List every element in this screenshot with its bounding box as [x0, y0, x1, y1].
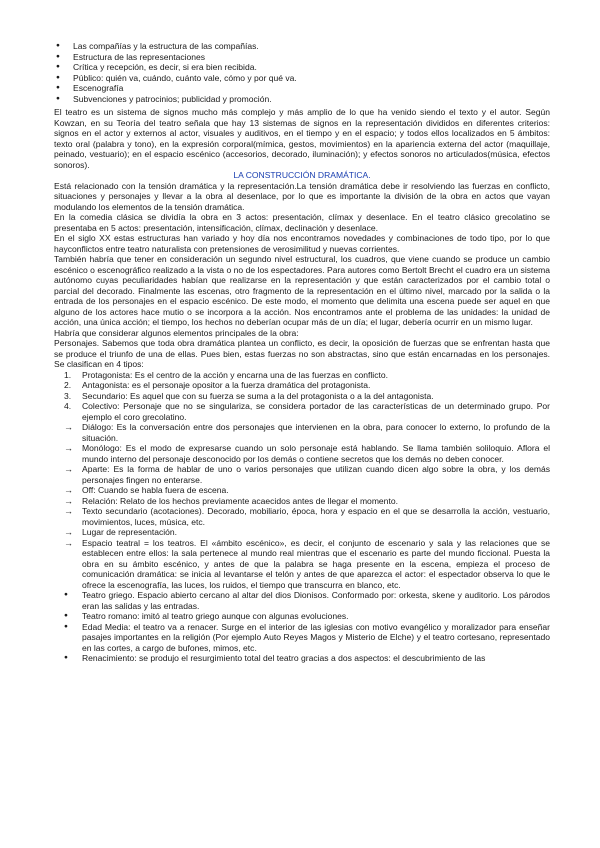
- list-item: ● Teatro griego. Espacio abierto cercano al altar del dios Dionisos. Conformado por: orkesta, skene y auditorio. Los párodos eran las salidas y las entradas.: [56, 590, 550, 611]
- dramatic-elements-list: [54, 422, 550, 590]
- theatre-history-list: [56, 590, 550, 664]
- section-title: LA CONSTRUCCIÓN DRAMÁTICA.: [233, 170, 371, 180]
- list-item: ● Crítica y recepción, es decir, si era bien recibida.: [56, 62, 550, 73]
- arrow-icon: →: [64, 422, 73, 432]
- arrow-icon: →: [64, 443, 73, 453]
- list-number: 2.: [64, 380, 72, 390]
- list-item: ● Estructura de las representaciones: [56, 52, 550, 63]
- list-item-text: Aparte: Es la forma de hablar de uno o varios personajes que utilizan cuando dicen algo sobre la obra, y los demás personajes fingen no enterarse.: [82, 464, 550, 485]
- list-item: ● Teatro romano: imitó al teatro griego aunque con algunas evoluciones.: [56, 611, 550, 622]
- arrow-icon: →: [64, 464, 73, 474]
- list-item-text: Texto secundario (acotaciones). Decorado, mobiliario, época, hora y espacio en el que se desarrolla la acción, vestuario, movimientos, luces, música, etc.: [82, 506, 550, 527]
- arrow-icon: →: [64, 527, 73, 537]
- arrow-icon: →: [64, 485, 73, 495]
- list-item: ● Escenografía: [56, 83, 550, 94]
- list-item: [54, 370, 550, 381]
- arrow-icon: →: [64, 506, 73, 516]
- list-item-text: Colectivo: Personaje que no se singulariza, se considera portador de las características de un determinado grupo. Por ejemplo el coro grecolatino.: [82, 401, 550, 422]
- list-item: [54, 464, 550, 485]
- paragraph-characters: Personajes. Sabemos que toda obra dramática plantea un conflicto, es decir, la oposición de fuerzas que se enfrentan hasta que se produce el triunfo de una de ellas. Pues bien, estas fuerzas no son abstractas, sino que están encarnadas en los personajes. Se clasifican en 4 tipos:: [54, 338, 550, 369]
- list-item: ● Subvenciones y patrocinios; publicidad y promoción.: [56, 94, 550, 105]
- paragraph-dramatic-tension: Está relacionado con la tensión dramática y la representación.La tensión dramática debe ir resolviendo las fuerzas en conflicto, situaciones y personajes y llevar a la obra al desenlace, por lo que es importante la división de la obra en actos que vayan modulando los elementos de la tensión dramática.: [54, 180, 550, 212]
- list-item: [54, 538, 550, 591]
- list-item: [54, 391, 550, 402]
- list-number: 1.: [64, 369, 72, 380]
- list-item-text: Off: Cuando se habla fuera de escena.: [82, 485, 229, 495]
- list-number: 3.: [64, 390, 72, 401]
- document-body: [54, 41, 550, 664]
- list-item: ● Público: quién va, cuándo, cuánto vale, cómo y por qué va.: [56, 73, 550, 84]
- paragraph-twentieth-century: En el siglo XX estas estructuras han variado y hoy día nos encontramos novedades y combinaciones de todo tipo, por lo que hayconflictos entre teatro naturalista con pretensiones de verosimilitud y nuevas corrientes.: [54, 233, 550, 254]
- paragraph-main-elements: Habría que considerar algunos elementos principales de la obra:: [54, 327, 299, 338]
- arrow-icon: →: [64, 495, 73, 506]
- list-item: [54, 422, 550, 443]
- study-aspects-list: [56, 41, 550, 104]
- list-item: [54, 527, 550, 538]
- paragraph-sign-systems: El teatro es un sistema de signos mucho más complejo y más amplio de lo que ha venido siendo el texto y el autor. Según Kowzan, en su Teoría del teatro señala que hay 13 sistemas de signos en la representación divididos en diferentes criterios: signos en el actor y externos al actor, visuales y auditivos, en el tiempo y en el espacio; y todos ellos localizados en 5 ámbitos: texto oral (palabra y tono), en la expresión corporal(mímica, gestos, movimientos) en la apariencia externa del actor (maquillaje, peinado, vestuario); en el espacio escénico (accesorios, decorado, iluminación); y efectos sonoros no articulados(música, efectos sonoros).: [54, 107, 550, 170]
- list-item-text: Lugar de representación.: [82, 527, 178, 537]
- list-item: ● Edad Media: el teatro va a renacer. Surge en el interior de las iglesias con motivo evangélico y moralizador para enseñar pasajes importantes en la religión (Por ejemplo Auto Reyes Magos y Misterio de Elche) y el teatro cortesano, representado en las cortes, a cargo de bufones, mimos, etc.: [56, 622, 550, 654]
- list-item: ● Las compañías y la estructura de las compañías.: [56, 41, 550, 52]
- list-item: ● Renacimiento: se produjo el resurgimiento total del teatro gracias a dos aspectos: el descubrimiento de las: [56, 653, 550, 664]
- list-item-text: Monólogo: Es el modo de expresarse cuando un solo personaje está hablando. Se llama también soliloquio. Aflora el mundo interno del personaje desconocido por los demás o contiene secretos que los demás no deben conocer.: [82, 443, 550, 464]
- list-item-text: Diálogo: Es la conversación entre dos personajes que intervienen en la obra, para conocer lo externo, lo profundo de la situación.: [82, 422, 550, 443]
- list-item-text: Relación: Relato de los hechos previamente acaecidos antes de llegar el momento.: [82, 495, 398, 506]
- list-item: [54, 380, 550, 391]
- paragraph-scenes-and-units: También habría que tener en consideración un segundo nivel estructural, los cuadros, que viene cuando se produce un cambio escénico o escenográfico realizado a la vista o no de los espectadores. Para autores como Bertolt Brecht el cuadro era un sistema autónomo cuyas peculiaridades habían que realizarse en la representación y que están caracterizados por el cambio total o parcial del decorado. Finalmente las escenas, otro fragmento de la representación en el último nivel, marcado por la salida o la entrada de los personajes en el espacio escénico. De este modo, el momento que delimita una escena puede ser aquel en que alguno de los actores hace mutio o se incorpora a la acción. Nos encontramos ante el problema de las unidades: la unidad de acción, una única acción; el tiempo, los hechos no deberían ocupar más de un día; el lugar, debería ocurrir en un mismo lugar.: [54, 254, 550, 327]
- paragraph-classic-acts: En la comedia clásica se dividía la obra en 3 actos: presentación, clímax y desenlace. En el teatro clásico grecolatino se presentaba en 5 actos: presentación, intensificación, clímax, declinación y desenlace.: [54, 212, 550, 233]
- list-item: [54, 485, 550, 496]
- list-item: [54, 506, 550, 527]
- list-number: 4.: [64, 401, 72, 411]
- list-item: [54, 401, 550, 422]
- list-item-text: Secundario: Es aquel que con su fuerza se suma a la del protagonista o a la del antagonista.: [82, 390, 434, 401]
- list-item-text: Protagonista: Es el centro de la acción y encarna una de las fuerzas en conflicto.: [82, 369, 388, 380]
- list-item-text: Antagonista: es el personaje opositor a la fuerza dramática del protagonista.: [82, 380, 371, 390]
- list-item-text: Espacio teatral = los teatros. El «ámbito escénico», es decir, el conjunto de escenario y sala y las relaciones que se establecen entre ellos: la sala pertenece al mundo real mientras que el escenario es parte del mundo ficcional. Puesta la obra en su ámbito escénico, y antes de que la palabra se haga presente en la escena, empieza el proceso de comunicación dramática: se inicia al levantarse el telón y antes de que aparezca el actor: el espectador observa lo que le ofrece la escenografía, las luces, los ruidos, el tiempo que transcurra en blanco, etc.: [82, 537, 550, 590]
- list-item: [54, 496, 550, 507]
- list-item: [54, 443, 550, 464]
- arrow-icon: →: [64, 537, 73, 548]
- character-types-list: [54, 370, 550, 423]
